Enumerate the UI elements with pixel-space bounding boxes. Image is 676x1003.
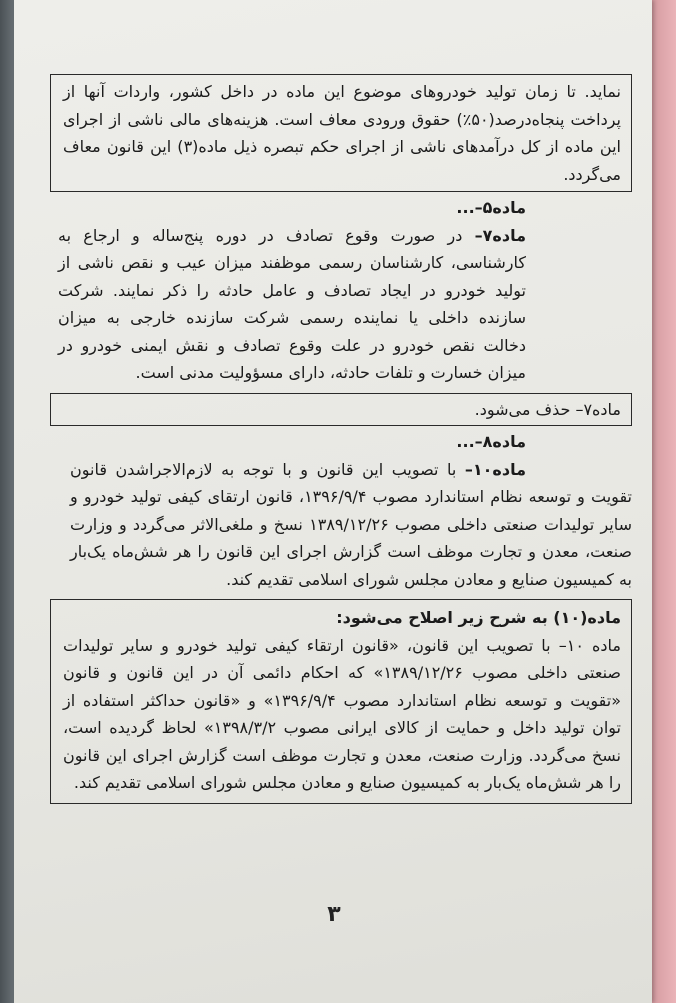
article-8-heading: ماده۸–... (456, 432, 526, 451)
document-page (14, 0, 652, 1003)
boxed-article-10-amendment (50, 599, 632, 804)
article-7-paragraph (58, 222, 526, 387)
boxed-article-7-deletion: ماده۷– حذف می‌شود. (50, 393, 632, 427)
article-7-text: در صورت وقوع تصادف در دوره پنج‌ساله و ارجاع به کارشناسی، کارشناسان رسمی موظفند میزان عیب و نقص ناشی از تولید خودرو در ایجاد تصادف و عامل حادثه را ذکر نمایند. شرکت سازنده داخلی یا نماینده رسمی شرکت سازنده خارجی به میزان دخالت نقص خودرو در علت وقوع تصادف و نقش ایمنی خودرو در میزان خسارت و تلفات حادثه، دارای مسؤولیت مدنی است. (58, 225, 526, 382)
article-7-label: ماده۷– (474, 225, 526, 245)
article-5-heading: ماده۵–... (456, 198, 526, 217)
amendment-heading: ماده(۱۰) به شرح زیر اصلاح می‌شود: (336, 608, 621, 627)
article-10-label: ماده۱۰– (464, 459, 526, 479)
amendment-text: ماده ۱۰– با تصویب این قانون، «قانون ارتقاء کیفی تولید خودرو و سایر تولیدات صنعتی داخلی مصوب ۱۳۸۹/۱۲/۲۶» که احکام دائمی آن در این قانون و قانون «تقویت و توسعه نظام استاندارد مصوب ۱۳۹۶/۹/۴» و «قانون حداکثر استفاده از توان تولید داخل و حمایت از کالای ایرانی مصوب ۱۳۹۸/۳/۲» لحاظ گردیده است، نسخ می‌گردد. وزارت صنعت، معدن و تجارت موظف است گزارش اجرای این قانون را هر شش‌ماه یک‌بار به کمیسیون صنایع و معادن مجلس شورای اسلامی تقدیم کند. (63, 635, 622, 792)
page-number: ۳ (327, 902, 341, 927)
article-10-paragraph (70, 456, 632, 594)
boxed-paragraph-continuation: نماید. تا زمان تولید خودروهای موضوع این ماده در داخل کشور، واردات آنها از پرداخت پنجاه‌درصد(۵۰٪) حقوق ورودی معاف است. هزینه‌های مالی ناشی از اجرای این ماده از کل درآمدهای ناشی از اجرای حکم تبصره ذیل ماده(۳) این قانون معاف می‌گردد. (50, 74, 632, 192)
article-10-text: با تصویب این قانون و با توجه به لازم‌الاجراشدن قانون تقویت و توسعه نظام استاندارد مصوب ۱۳۹۶/۹/۴، قانون ارتقای کیفی تولید خودرو و سایر تولیدات صنعتی داخلی مصوب ۱۳۸۹/۱۲/۲۶ نسخ و ملغی‌الاثر می‌گردد و وزارت صنعت، معدن و تجارت موظف است گزارش اجرای این قانون را هر شش‌ماه یک‌بار به کمیسیون صنایع و معادن مجلس شورای اسلامی تقدیم کند. (70, 459, 632, 589)
page-content (50, 74, 632, 804)
